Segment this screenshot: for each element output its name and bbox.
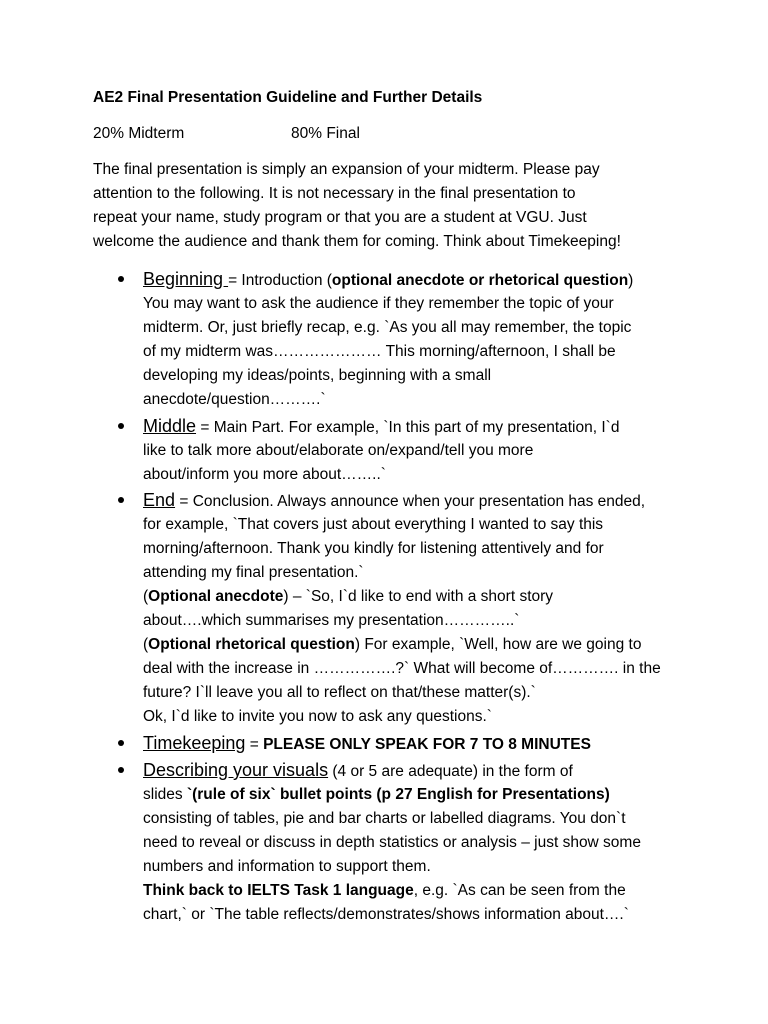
end-line: about….which summarises my presentation…………..` (143, 612, 520, 629)
end-line: Ok, I`d like to invite you now to ask any questions.` (143, 708, 492, 725)
beginning-line: You may want to ask the audience if they remember the topic of your (143, 295, 614, 312)
timekeeping-bold: PLEASE ONLY SPEAK FOR 7 TO 8 MINUTES (263, 736, 591, 753)
ielts-text: , e.g. `As can be seen from the (413, 882, 626, 899)
timekeeping-heading: Timekeeping (143, 733, 246, 753)
ielts-label: Think back to IELTS Task 1 language (143, 882, 414, 899)
beginning-line: of my midterm was………………… This morning/afternoon, I shall be (143, 343, 616, 360)
intro-line: welcome the audience and thank them for coming. Think about Timekeeping! (93, 233, 621, 250)
weight-final: 80% Final (291, 125, 360, 142)
bullet-dot (118, 497, 124, 503)
visuals-line: consisting of tables, pie and bar charts or labelled diagrams. You don`t (143, 810, 626, 827)
bullet-dot (118, 740, 124, 746)
visuals-slides: slides (143, 786, 187, 803)
optional-rhetorical-text: ) For example, `Well, how are we going to (354, 636, 642, 653)
middle-text: = Main Part. For example, `In this part of my presentation, I`d (196, 419, 620, 436)
ielts-line (143, 879, 626, 903)
optional-anecdote-text: ) – `So, I`d like to end with a short story (283, 588, 554, 605)
end-heading: End (143, 490, 176, 510)
end-line: morning/afternoon. Thank you kindly for listening attentively and for (143, 540, 604, 557)
end-line: deal with the increase in …………….?` What will become of…………. in the (143, 660, 661, 677)
bullet-dot (118, 767, 124, 773)
visuals-heading: Describing your visuals (143, 760, 329, 780)
intro-line: The final presentation is simply an expansion of your midterm. Please pay (93, 161, 600, 178)
visuals-line (143, 758, 573, 784)
beginning-heading: Beginning (143, 269, 229, 289)
timekeeping-eq: = (245, 736, 264, 753)
visuals-line: numbers and information to support them. (143, 858, 431, 875)
middle-heading: Middle (143, 416, 197, 436)
optional-anecdote-line (143, 585, 553, 609)
end-text: = Conclusion. Always announce when your presentation has ended, (175, 493, 646, 510)
bullet-dot (118, 423, 124, 429)
beginning-text: = Introduction ( (228, 272, 332, 289)
middle-line: like to talk more about/elaborate on/expand/tell you more (143, 442, 534, 459)
beginning-line: developing my ideas/points, beginning with a small (143, 367, 492, 384)
beginning-line (143, 267, 633, 293)
beginning-line: midterm. Or, just briefly recap, e.g. `As you all may remember, the topic (143, 319, 632, 336)
visuals-line: chart,` or `The table reflects/demonstrates/shows information about….` (143, 906, 629, 923)
end-line: future? I`ll leave you all to reflect on that/these matter(s).` (143, 684, 536, 701)
rule-of-six: `(rule of six` bullet points (p 27 English for Presentations) (186, 786, 610, 803)
visuals-text: (4 or 5 are adequate) in the form of (328, 763, 573, 780)
end-line: attending my final presentation.` (143, 564, 364, 581)
middle-line: about/inform you more about……..` (143, 466, 386, 483)
timekeeping-line (143, 731, 591, 757)
intro-line: attention to the following. It is not necessary in the final presentation to (93, 185, 576, 202)
beginning-line: anecdote/question……….` (143, 391, 326, 408)
end-line (143, 488, 645, 514)
optional-rhetorical-label: Optional rhetorical question (148, 636, 355, 653)
weight-midterm: 20% Midterm (93, 125, 185, 142)
intro-line: repeat your name, study program or that you are a student at VGU. Just (93, 209, 587, 226)
beginning-bold: optional anecdote or rhetorical question (331, 272, 629, 289)
end-line: for example, `That covers just about everything I wanted to say this (143, 516, 604, 533)
visuals-line (143, 783, 610, 807)
beginning-close: ) (628, 272, 634, 289)
visuals-line: need to reveal or discuss in depth statistics or analysis – just show some (143, 834, 641, 851)
bullet-dot (118, 276, 124, 282)
paren-open: ( (143, 588, 149, 605)
optional-anecdote-label: Optional anecdote (148, 588, 284, 605)
document-title: AE2 Final Presentation Guideline and Further Details (93, 89, 483, 106)
paren-open: ( (143, 636, 149, 653)
optional-rhetorical-line (143, 633, 641, 657)
middle-line (143, 414, 619, 440)
